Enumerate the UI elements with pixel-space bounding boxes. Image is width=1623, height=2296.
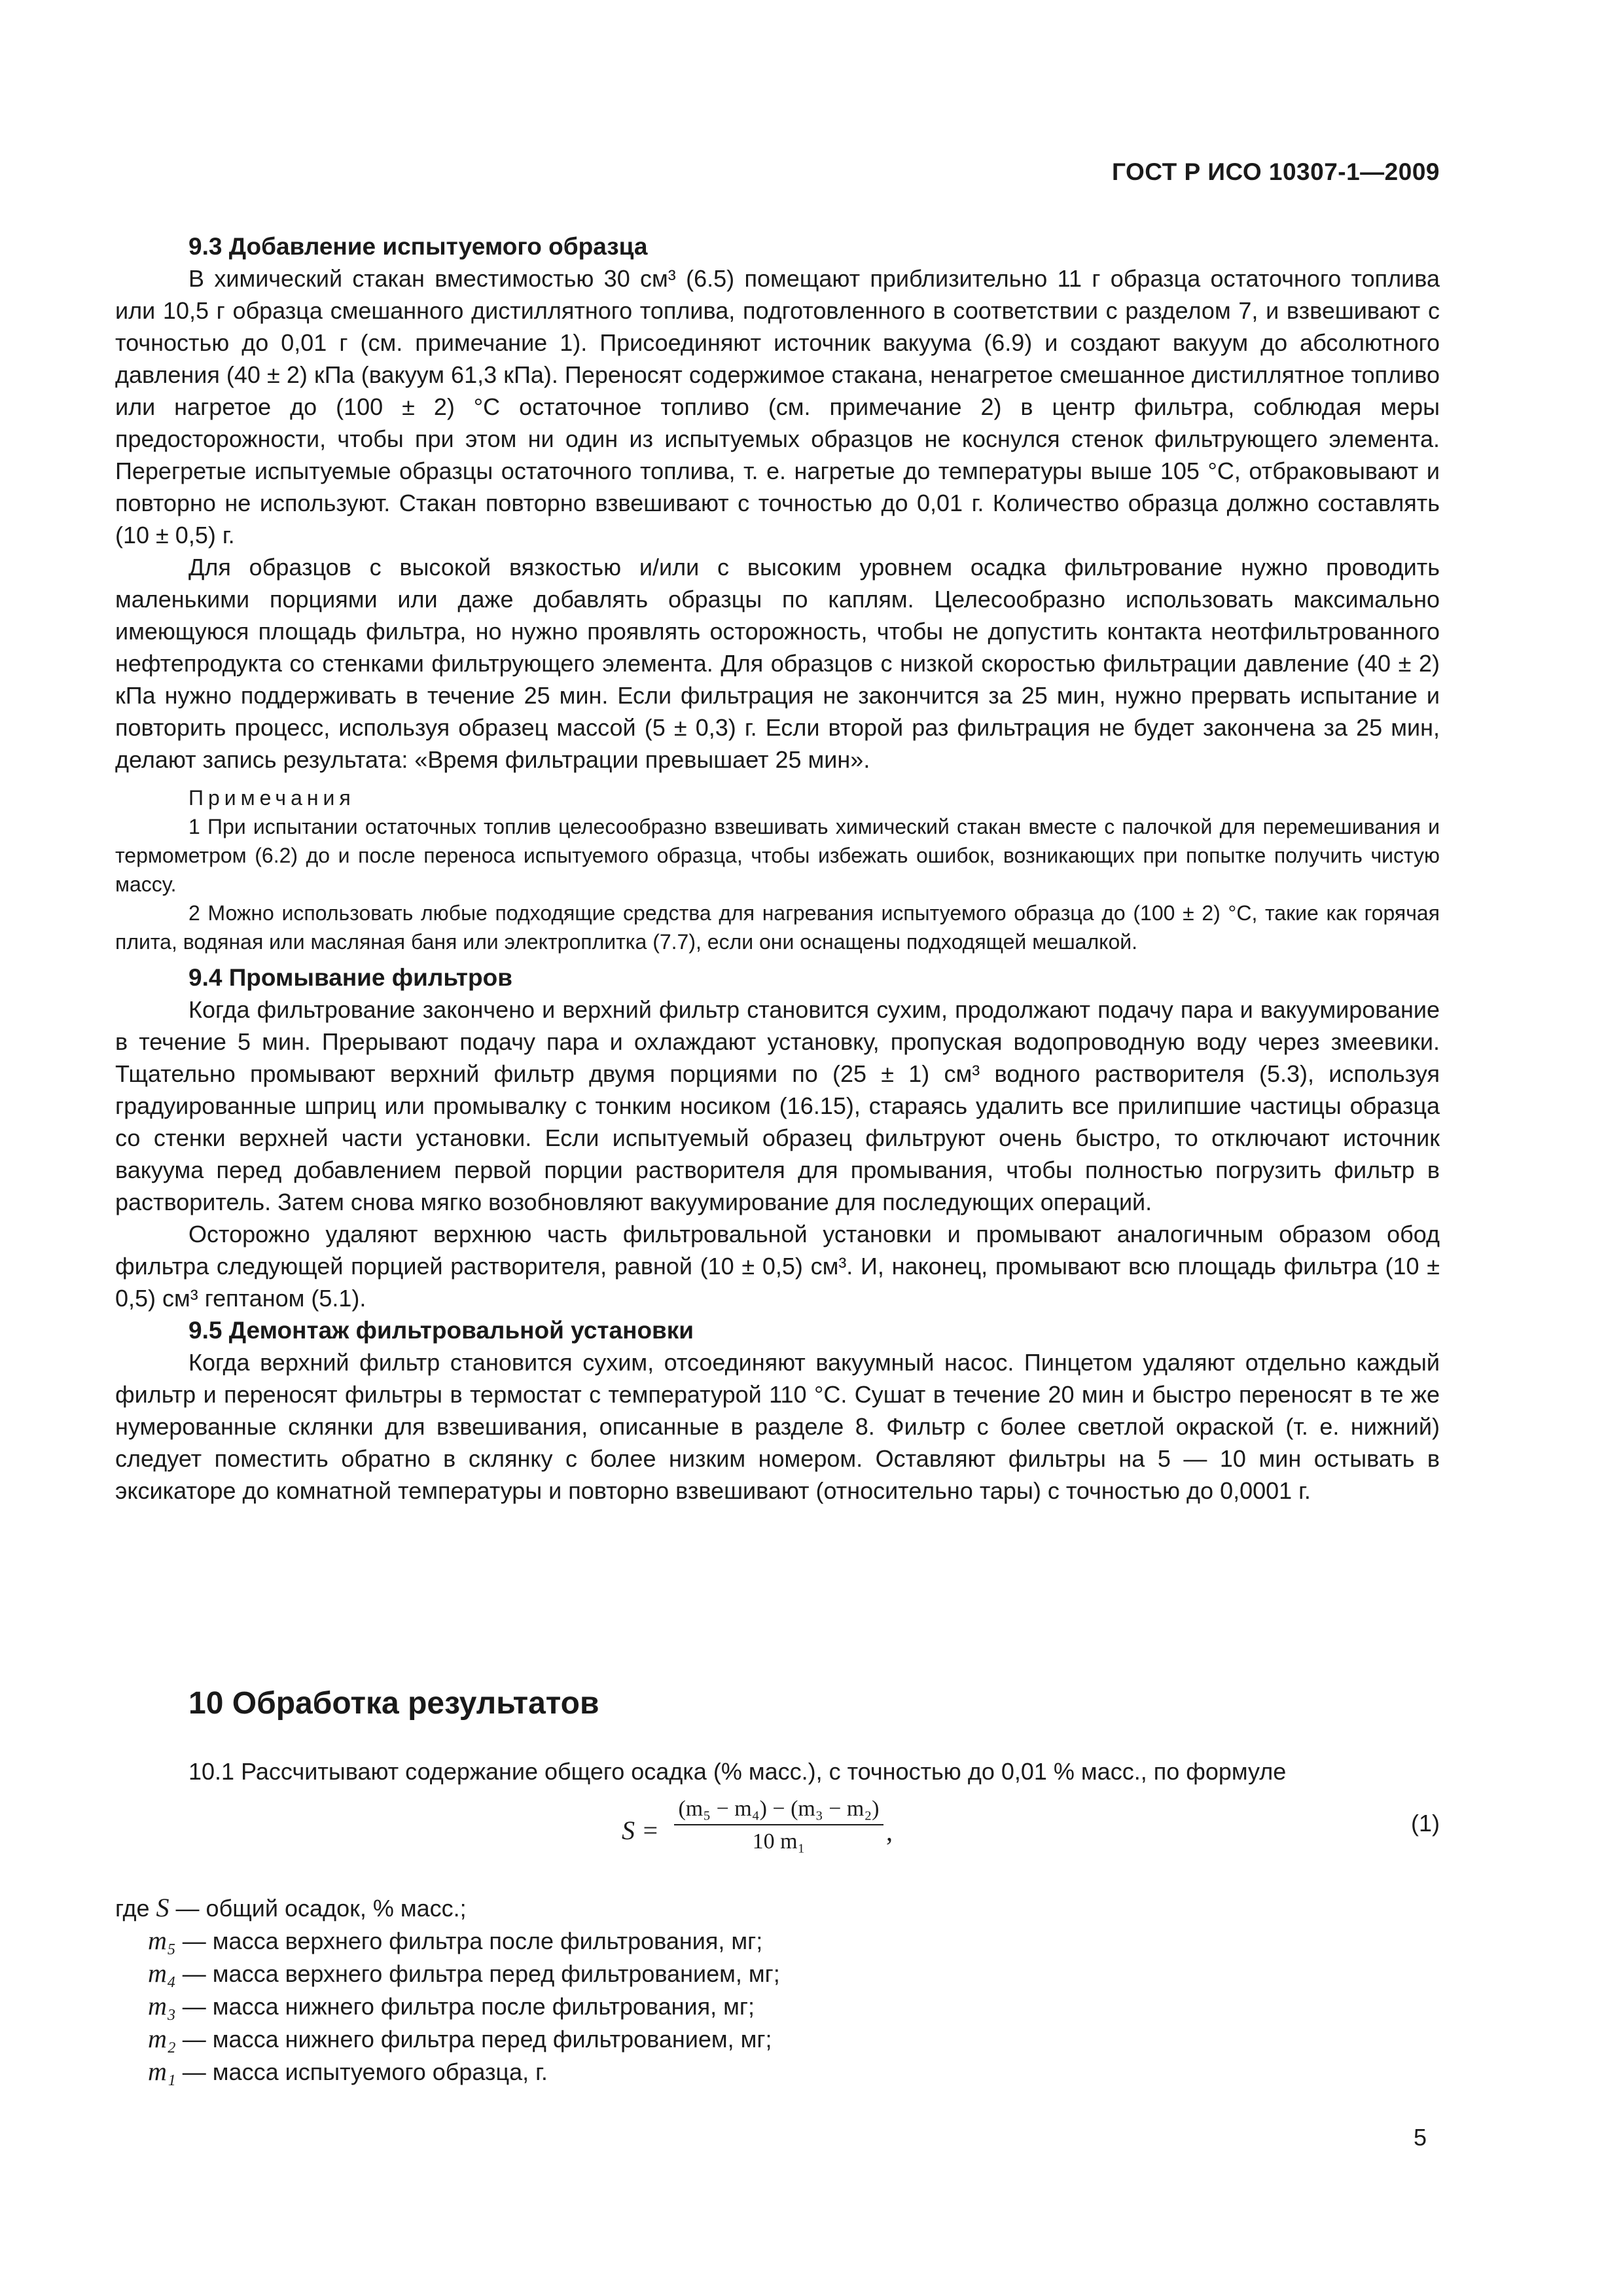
paragraph-9-4-1: Когда фильтрование закончено и верхний фильтр становится сухим, продолжают подачу пара и вакуумирование в течение 5 мин. Прерывают подачу пара и охлаждают установку, пропуская водопроводную воду через змеевики. Тщательно промывают верхний фильтр двумя порциями по (25 ± 1) см³ водного растворителя (5.3), используя градуированные шприц или промывалку с тонким носиком (16.15), стараясь удалить все прилипшие частицы образца со стенки верхней части установки. Если испытуемый образец фильтруют очень быстро, то отключают источник вакуума перед добавлением первой порции растворителя для промывания, чтобы полностью погрузить фильтр в растворитель. Затем снова мягко возобновляют вакуумирование для последующих операций.: [115, 996, 1440, 1215]
definition-text: — масса верхнего фильтра после фильтрования, мг;: [175, 1928, 763, 1954]
formula-fraction: [674, 1797, 883, 1854]
note-1: 1 При испытании остаточных топлив целесообразно взвешивать химический стакан вместе с палочкой для перемешивания и термометром (6.2) до и после переноса испытуемого образца, чтобы избежать ошибок, возникающих при попытке получить чистую массу.: [115, 815, 1440, 896]
definition-text: — масса испытуемого образца, г.: [175, 2058, 548, 2085]
section-heading-9-3: 9.3 Добавление испытуемого образца: [188, 233, 648, 260]
section-heading-10: 10 Обработка результатов: [188, 1686, 599, 1721]
definition-text: — масса нижнего фильтра перед фильтрованием, мг;: [175, 2026, 772, 2053]
page-number: 5: [1414, 2124, 1427, 2151]
paragraph-9-5-1: Когда верхний фильтр становится сухим, отсоединяют вакуумный насос. Пинцетом удаляют отдельно каждый фильтр и переносят фильтры в термостат с температурой 110 °С. Сушат в течение 20 мин и быстро переносят в те же нумерованные склянки для взвешивания, описанные в разделе 8. Фильтр с более светлой окраской (т. е. нижний) следует поместить обратно в склянку с более низким номером. Оставляют фильтры на 5 — 10 мин остывать в эксикаторе до комнатной температуры и повторно взвешивают (относительно тары) с точностью до 0,0001 г.: [115, 1349, 1440, 1504]
definition-text: — масса верхнего фильтра перед фильтрованием, мг;: [175, 1960, 780, 1987]
note-2: 2 Можно использовать любые подходящие средства для нагревания испытуемого образца до (100 ± 2) °С, такие как горячая плита, водяная или масляная баня или электроплитка (7.7), если они оснащены подходящей мешалкой.: [115, 901, 1440, 954]
definition-row: [115, 1892, 780, 1924]
definition-prefix: где: [115, 1895, 156, 1922]
paragraph-9-3-2: Для образцов с высокой вязкостью и/или с высоким уровнем осадка фильтрование нужно проводить маленькими порциями или даже добавлять образцы по каплям. Целесообразно использовать максимально имеющуюся площадь фильтра, но нужно проявлять осторожность, чтобы не допустить контакта неотфильтрованного нефтепродукта со стенками фильтрующего элемента. Для образцов с низкой скоростью фильтрации давление (40 ± 2) кПа нужно поддерживать в течение 25 мин. Если фильтрация не закончится за 25 мин, нужно прервать испытание и повторить процесс, используя образец массой (5 ± 0,3) г. Если второй раз фильтрация не будет закончена за 25 мин, делают запись результата: «Время фильтрации превышает 25 мин».: [115, 554, 1440, 773]
formula-lhs: S =: [622, 1816, 659, 1845]
formula-numerator: (m₅ − m₄) − (m₃ − m₂): [674, 1797, 883, 1825]
paragraph-9-3-1: В химический стакан вместимостью 30 см³ (6.5) помещают приблизительно 11 г образца остаточного топлива или 10,5 г образца смешанного дистиллятного топлива, подготовленного в соответствии с разделом 7, и взвешивают с точностью до 0,01 г (см. примечание 1). Присоединяют источник вакуума (6.9) и создают вакуум до абсолютного давления (40 ± 2) кПа (вакуум 61,3 кПа). Переносят содержимое стакана, ненагретое смешанное дистиллятное топливо или нагретое до (100 ± 2) °С остаточное топливо (см. примечание 2) в центр фильтра, соблюдая меры предосторожности, чтобы при этом ни один из испытуемых образцов не коснулся стенок фильтрующего элемента. Перегретые испытуемые образцы остаточного топлива, т. е. нагретые до температуры выше 105 °С, отбраковывают и повторно не используют. Стакан повторно взвешивают с точностью до 0,01 г. Количество образца должно составлять (10 ± 0,5) г.: [115, 265, 1440, 548]
variable-definitions: [115, 1892, 780, 2088]
equation-number: (1): [1411, 1810, 1440, 1837]
definition-row: [115, 1924, 780, 1957]
definition-text: — общий осадок, % масс.;: [169, 1895, 467, 1922]
definition-text: — масса нижнего фильтра после фильтрования, мг;: [175, 1993, 755, 2020]
definition-row: [115, 2055, 780, 2088]
formula-trailing-comma: ,: [886, 1817, 893, 1846]
section-9-3: [115, 230, 1440, 1507]
standard-code-header: ГОСТ Р ИСО 10307-1—2009: [1112, 158, 1440, 185]
section-heading-9-5: 9.5 Демонтаж фильтровальной установки: [188, 1317, 694, 1344]
definition-row: [115, 1990, 780, 2022]
definition-row: [115, 2022, 780, 2055]
definition-symbol: m₂: [148, 2024, 176, 2053]
notes-block: [115, 783, 1440, 956]
definition-symbol: m₃: [148, 1991, 176, 2020]
definition-row: [115, 1957, 780, 1990]
definition-symbol: m₄: [148, 1958, 176, 1988]
paragraph-10-1: 10.1 Рассчитывают содержание общего осадка (% масс.), с точностью до 0,01 % масс., по формуле: [188, 1758, 1287, 1785]
definition-symbol: m₁: [148, 2056, 176, 2086]
definition-symbol: m₅: [148, 1926, 176, 1955]
paragraph-9-4-2: Осторожно удаляют верхнюю часть фильтровальной установки и промывают аналогичным образом обод фильтра следующей порцией растворителя, равной (10 ± 0,5) см³. И, наконец, промывают всю площадь фильтра (10 ± 0,5) см³ гептаном (5.1).: [115, 1221, 1440, 1312]
notes-title: Примечания: [188, 786, 355, 810]
section-heading-9-4: 9.4 Промывание фильтров: [188, 964, 512, 991]
formula-denominator: 10 m₁: [752, 1829, 806, 1854]
definition-symbol: S: [156, 1893, 169, 1922]
